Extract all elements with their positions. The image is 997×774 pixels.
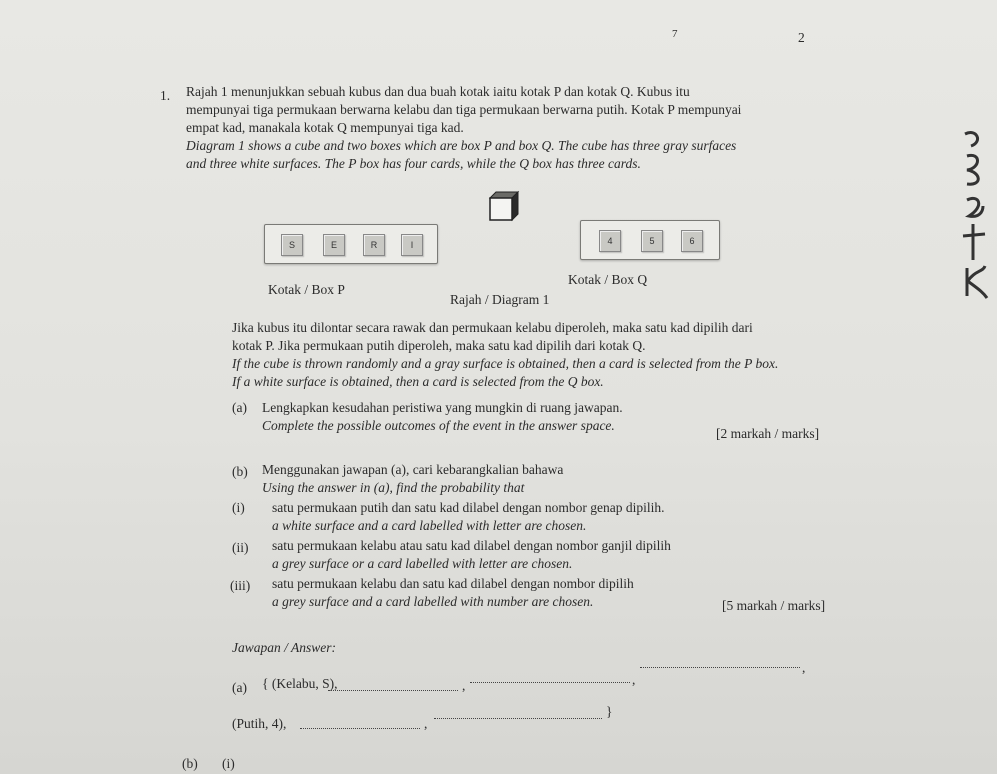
part-b-iii-english: a grey surface and a card labelled with number are chosen.	[272, 594, 594, 609]
answer-a-comma-4: ,	[424, 716, 428, 731]
part-b-ii-label: (ii)	[232, 540, 249, 555]
part-b-iii-malay: satu permukaan kelabu dan satu kad dilabel dengan nombor dipilih	[272, 576, 634, 591]
answer-b-i-label: (i)	[222, 756, 235, 771]
answer-a-blank-4[interactable]	[300, 728, 420, 729]
condition-malay-line-1: Jika kubus itu dilontar secara rawak dan permukaan kelabu diperoleh, maka satu kad dipilih dari	[232, 320, 753, 335]
part-a-malay: Lengkapkan kesudahan peristiwa yang mungkin di ruang jawapan.	[262, 400, 623, 415]
answer-a-blank-3[interactable]	[640, 667, 800, 668]
answer-a-comma-1: ,	[462, 678, 466, 693]
question-malay-line-3: empat kad, manakala kotak Q mempunyai tiga kad.	[186, 120, 464, 135]
box-p-card-1: S	[281, 234, 303, 256]
answer-a-line2-start: (Putih, 4),	[232, 716, 287, 731]
box-p-card-4: I	[401, 234, 423, 256]
answer-a-comma-2: ,	[632, 672, 636, 687]
box-p-label: Kotak / Box P	[268, 282, 345, 297]
box-q-card-2: 5	[641, 230, 663, 252]
box-p-card-2: E	[323, 234, 345, 256]
box-p-card-3: R	[363, 234, 385, 256]
part-b-ii-english: a grey surface or a card labelled with letter are chosen.	[272, 556, 573, 571]
condition-english-line-2: If a white surface is obtained, then a card is selected from the Q box.	[232, 374, 604, 389]
part-b-i-english: a white surface and a card labelled with letter are chosen.	[272, 518, 587, 533]
part-a-label: (a)	[232, 400, 247, 415]
condition-english-line-1: If the cube is thrown randomly and a gray surface is obtained, then a card is selected from the P box.	[232, 356, 779, 371]
page-number: 2	[798, 30, 805, 45]
part-a-english: Complete the possible outcomes of the event in the answer space.	[262, 418, 615, 433]
part-a-marks: [2 markah / marks]	[716, 426, 820, 441]
top-mark: 7	[672, 28, 678, 40]
cube-icon	[484, 190, 524, 222]
question-malay-line-1: Rajah 1 menunjukkan sebuah kubus dan dua buah kotak iaitu kotak P dan kotak Q. Kubus itu	[186, 84, 690, 99]
answer-a-blank-5[interactable]	[434, 718, 602, 719]
answer-b-label: (b)	[182, 756, 198, 771]
part-b-label: (b)	[232, 464, 248, 479]
answer-heading: Jawapan / Answer:	[232, 640, 336, 655]
answer-a-comma-3: ,	[802, 660, 806, 675]
question-number: 1.	[160, 88, 171, 103]
condition-malay-line-2: kotak P. Jika permukaan putih diperoleh, maka satu kad dipilih dari kotak Q.	[232, 338, 646, 353]
box-p	[264, 224, 438, 264]
answer-a-blank-1[interactable]	[328, 690, 458, 691]
part-b-i-malay: satu permukaan putih dan satu kad dilabel dengan nombor genap dipilih.	[272, 500, 665, 515]
answer-a-blank-2[interactable]	[470, 682, 630, 683]
question-english-line-1: Diagram 1 shows a cube and two boxes which are box P and box Q. The cube has three gray surfaces	[186, 138, 737, 153]
box-q-card-1: 4	[599, 230, 621, 252]
question-malay-line-2: mempunyai tiga permukaan berwarna kelabu dan tiga permukaan berwarna putih. Kotak P mempunyai	[186, 102, 742, 117]
part-b-malay: Menggunakan jawapan (a), cari kebarangkalian bahawa	[262, 462, 564, 477]
margin-handwriting-scribble	[957, 120, 997, 300]
answer-a-close-brace: }	[606, 704, 613, 719]
part-b-ii-malay: satu permukaan kelabu atau satu kad dilabel dengan nombor ganjil dipilih	[272, 538, 671, 553]
answer-a-line1-start: { (Kelabu, S),	[262, 676, 338, 691]
answer-a-label: (a)	[232, 680, 247, 695]
part-b-english: Using the answer in (a), find the probability that	[262, 480, 525, 495]
box-q	[580, 220, 720, 260]
diagram-caption: Rajah / Diagram 1	[450, 292, 550, 307]
question-english-line-2: and three white surfaces. The P box has four cards, while the Q box has three cards.	[186, 156, 641, 171]
box-q-card-3: 6	[681, 230, 703, 252]
box-q-label: Kotak / Box Q	[568, 272, 648, 287]
part-b-iii-label: (iii)	[230, 578, 251, 593]
part-b-marks: [5 markah / marks]	[722, 598, 826, 613]
part-b-i-label: (i)	[232, 500, 245, 515]
